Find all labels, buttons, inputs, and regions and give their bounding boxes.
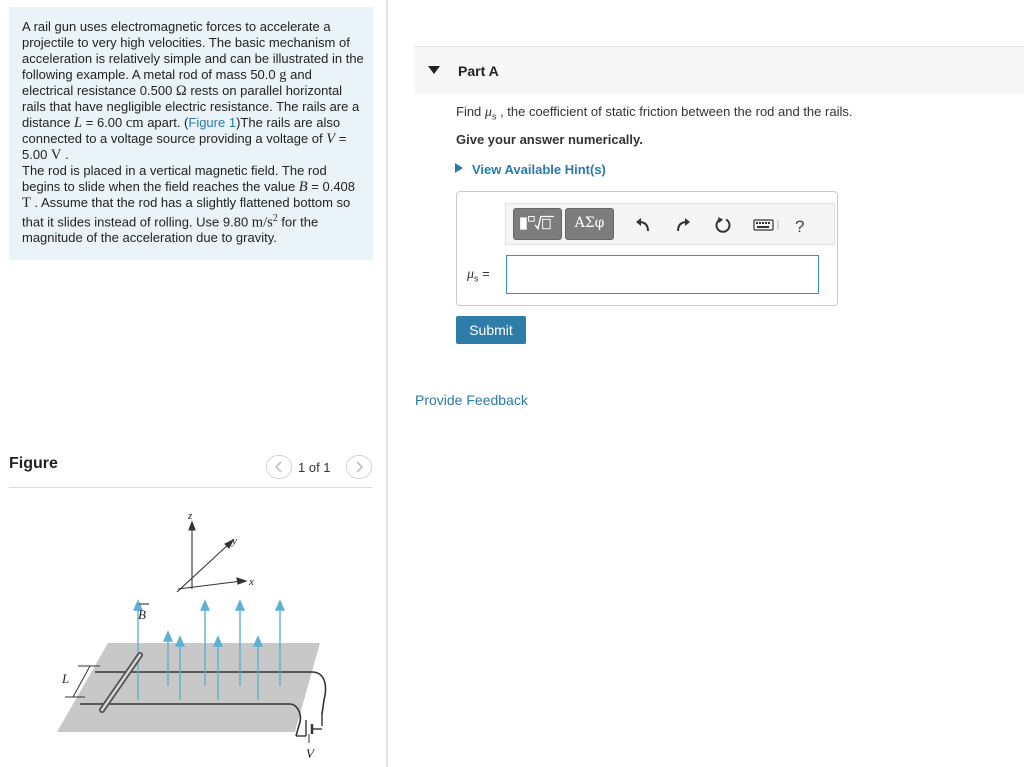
unit-tesla: T xyxy=(22,195,31,211)
problem-text-2: and electrical resistance 0.500 xyxy=(22,67,312,98)
question-suffix: , the coefficient of static friction between the rod and the rails. xyxy=(496,104,853,119)
symbol-V: V xyxy=(326,131,336,147)
keyboard-icon[interactable] xyxy=(753,216,781,234)
chevron-left-icon xyxy=(267,456,291,478)
label-L: L xyxy=(62,671,70,686)
problem-text-3: rests on parallel horizontal rails that have negligible electric resistance. The rails are a distance xyxy=(22,83,360,130)
view-hints-link[interactable]: View Available Hint(s) xyxy=(472,162,606,177)
undo-icon[interactable] xyxy=(634,216,652,234)
problem-text-10: = 0.408 xyxy=(307,179,356,194)
unit-volt: V xyxy=(50,147,62,163)
problem-text-7: = 5.00 xyxy=(22,131,347,162)
question-prefix: Find xyxy=(456,104,485,119)
z-axis-arrowhead xyxy=(189,522,195,530)
question-text xyxy=(456,104,852,122)
problem-text-12: for the magnitude of the acceleration due to gravity. xyxy=(22,214,319,246)
field-arrowhead xyxy=(214,637,222,646)
provide-feedback-link[interactable]: Provide Feedback xyxy=(415,392,528,408)
symbols-label: ΑΣφ xyxy=(574,215,605,231)
problem-text-4: = 6.00 xyxy=(82,115,126,130)
answer-instruction: Give your answer numerically. xyxy=(456,132,643,147)
column-divider xyxy=(386,0,388,767)
x-axis-arrowhead xyxy=(237,578,246,584)
rail-gun-diagram xyxy=(40,500,340,767)
caret-right-icon[interactable] xyxy=(455,163,463,173)
label-x: x xyxy=(249,576,254,588)
label-z: z xyxy=(188,510,193,522)
part-a-header[interactable] xyxy=(414,46,1024,94)
coordinate-axes xyxy=(177,522,246,592)
problem-text-11: . Assume that the rod has a slightly flattened bottom so that it slides instead of rolling. Use 9.80 xyxy=(22,195,351,230)
figure-counter: 1 of 1 xyxy=(298,460,331,475)
unit-accel-exponent: 2 xyxy=(272,213,278,224)
symbol-L: L xyxy=(74,115,83,131)
chevron-right-icon xyxy=(347,456,371,478)
help-button[interactable]: ? xyxy=(795,217,805,236)
label-B: B xyxy=(138,607,146,622)
problem-text-1: A rail gun uses electromagnetic forces to accelerate a projectile to very high velocities. The basic mechanism of acceleration is relatively simple and can be illustrated in the following example. A metal rod of mass 50.0 xyxy=(22,19,364,82)
y-axis xyxy=(177,543,230,592)
templates-button[interactable] xyxy=(513,208,562,240)
figure-next-button[interactable] xyxy=(346,455,372,479)
field-arrowhead xyxy=(276,601,284,610)
unit-grams: g xyxy=(279,67,287,83)
field-arrowhead xyxy=(201,601,209,610)
problem-panel xyxy=(0,0,386,767)
answer-label-equals: = xyxy=(478,266,490,281)
figure-title: Figure xyxy=(9,455,58,472)
mu-subscript: s xyxy=(491,111,497,122)
field-arrowhead xyxy=(236,601,244,610)
field-arrowhead xyxy=(254,637,262,646)
redo-icon[interactable] xyxy=(674,216,692,234)
unit-ohm: Ω xyxy=(175,83,187,99)
answer-label xyxy=(467,266,490,284)
answer-label-mu: μ xyxy=(467,267,475,282)
unit-cm: cm xyxy=(125,115,144,131)
answer-label-subscript: s xyxy=(474,273,479,284)
mu-symbol: μ xyxy=(484,105,492,120)
caret-down-icon[interactable] xyxy=(428,66,440,74)
reset-icon[interactable] xyxy=(714,216,732,234)
problem-statement xyxy=(22,19,366,246)
field-arrowhead xyxy=(164,632,172,641)
templates-icon xyxy=(514,209,561,239)
problem-text-6: )The rails are also connected to a voltage source providing a voltage of xyxy=(22,115,341,146)
field-arrowhead xyxy=(176,637,184,646)
symbols-button[interactable] xyxy=(565,208,614,240)
symbol-B: B xyxy=(298,179,308,195)
figure-link[interactable]: Figure 1 xyxy=(188,115,237,130)
unit-accel: m/s xyxy=(251,214,273,231)
submit-button[interactable]: Submit xyxy=(456,316,526,344)
label-V: V xyxy=(306,746,314,761)
answer-input[interactable] xyxy=(506,255,819,294)
label-y: y xyxy=(232,535,237,547)
problem-text-9: The rod is placed in a vertical magnetic field. The rod begins to slide when the field reaches the value xyxy=(22,163,327,194)
figure-divider xyxy=(9,487,372,488)
part-a-title: Part A xyxy=(458,63,499,79)
problem-text-8: . xyxy=(61,147,69,162)
problem-text-5: apart. ( xyxy=(143,115,189,130)
figure-prev-button[interactable] xyxy=(266,455,292,479)
